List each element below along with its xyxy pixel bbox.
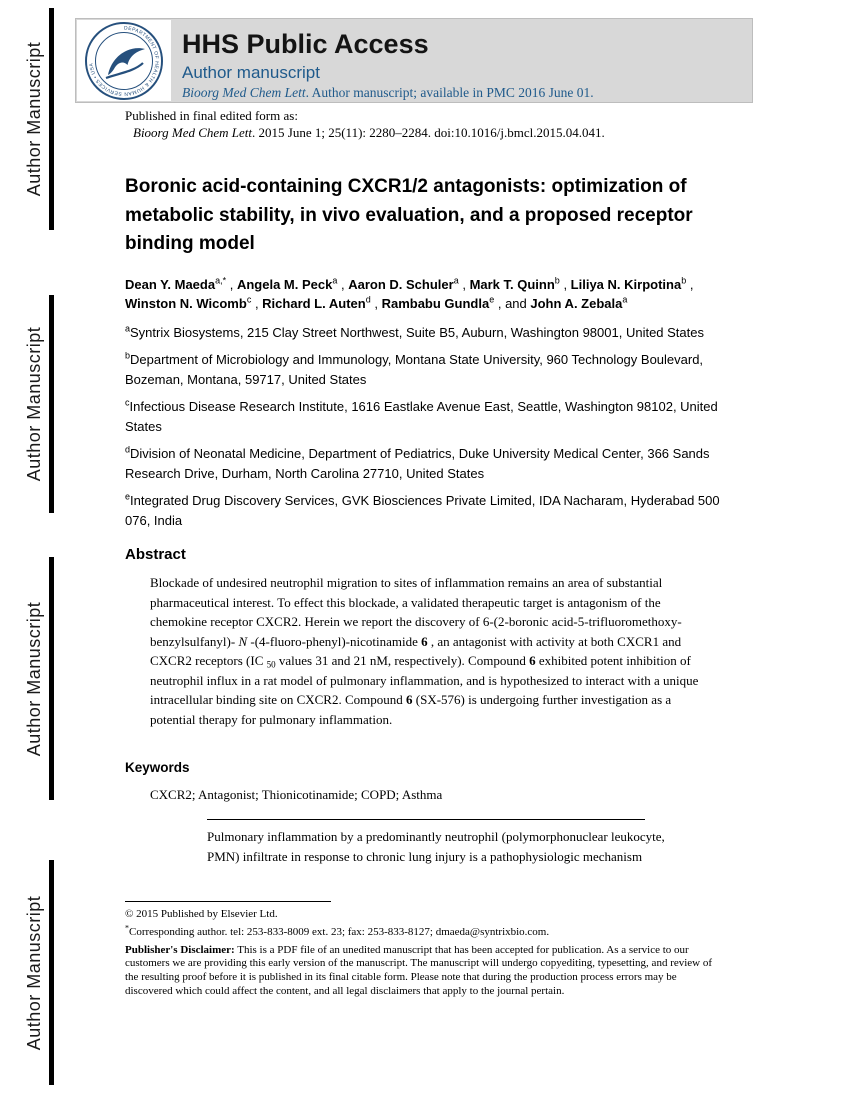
header-text: [182, 29, 594, 100]
author-name: Dean Y. Maeda: [125, 276, 216, 292]
affiliation-item: [125, 397, 729, 436]
header-subtitle: Author manuscript: [182, 63, 320, 82]
hhs-seal-icon: [82, 19, 166, 103]
author-item: [498, 296, 628, 311]
affiliation-text: Integrated Drug Discovery Services, GVK Biosciences Private Limited, IDA Nacharam, Hyderabad 500 076, India: [125, 493, 720, 528]
published-as-label: Published in final edited form as:: [125, 108, 298, 123]
author-separator: ,: [462, 276, 470, 292]
affiliation-list: [125, 323, 755, 531]
footnote-rule: [125, 901, 331, 902]
author-name: Liliya N. Kirpotina: [570, 276, 682, 292]
author-separator: ,: [229, 276, 237, 292]
author-separator: ,: [689, 276, 694, 292]
author-separator: ,: [254, 295, 263, 311]
author-separator: ,: [340, 276, 349, 292]
author-affiliation-marker: b: [681, 275, 687, 286]
author-item: [255, 296, 371, 311]
author-affiliation-marker: e: [489, 294, 495, 305]
sidebar-watermark-label: Author Manuscript: [24, 41, 44, 197]
published-as-citation: [133, 125, 755, 141]
published-as: [125, 108, 755, 141]
sidebar-bar: [49, 860, 54, 1085]
sidebar-bar: [49, 557, 54, 800]
abstract-segment: 6: [406, 692, 413, 707]
hhs-header: [75, 18, 753, 103]
body-paragraph: Pulmonary inflammation by a predominantly neutrophil (polymorphonuclear leukocyte, PMN) infiltrate in response to chronic lung injury is a pathophysiologic mechanism: [207, 829, 665, 864]
affiliation-item: [125, 491, 729, 530]
abstract-segment: (SX-576) is undergoing further investigation as a potential therapy for pulmonary inflammation.: [150, 692, 672, 727]
author-name: Aaron D. Schuler: [348, 276, 454, 292]
affiliation-text: Division of Neonatal Medicine, Department of Pediatrics, Duke University Medical Center, 366 Sands Research Drive, Durham, North Carolina 27710, United States: [125, 446, 710, 481]
svg-text:DEPARTMENT OF HEALTH & HUMAN S: DEPARTMENT OF HEALTH & HUMAN SERVICES • USA: [88, 24, 160, 97]
header-title: HHS Public Access: [182, 29, 429, 59]
author-name: Angela M. Peck: [236, 276, 333, 292]
article-title: Boronic acid-containing CXCR1/2 antagonists: optimization of metabolic stability, in vivo evaluation, and a proposed receptor binding model: [125, 176, 693, 254]
abstract-segment: 6: [529, 653, 536, 668]
abstract-text: [125, 573, 712, 729]
affiliation-marker: c: [125, 397, 130, 408]
affiliation-item: [125, 444, 729, 483]
affiliation-marker: a: [125, 323, 131, 334]
author-name: Rambabu Gundla: [381, 295, 490, 311]
abstract-segment: exhibited potent inhibition of neutrophil influx in a rat model of pulmonary inflammation, and is hypothesized to interact with a unique intracellular binding site on CXCR2. Compound: [150, 653, 699, 707]
sidebar-bar: [49, 8, 54, 230]
abstract-segment: Blockade of undesired neutrophil migration to sites of inflammation remains an area of substantial pharmaceutical interest. To effect this blockade, a validated therapeutic target is antagonism of the chemokine receptor CXCR2. Herein we report the discovery of 6-(2-boronic acid-5-trifluoromethoxy-benzylsulfanyl)-: [150, 575, 682, 649]
abstract-heading: Abstract: [125, 546, 186, 563]
abstract-segment: 50: [266, 659, 276, 670]
author-affiliation-marker: c: [246, 294, 252, 305]
author-affiliation-marker: a: [622, 294, 628, 305]
header-citation: [182, 86, 594, 100]
footnotes: [125, 901, 755, 999]
publisher-disclaimer-label: Publisher's Disclaimer:: [125, 943, 235, 956]
publisher-disclaimer-text: This is a PDF file of an unedited manuscript that has been accepted for publication. As a service to our customers we are providing this early version of the manuscript. The manuscript will undergo copyediting, typesetting, and review of the resulting proof before it is published in its final citable form. Please note that during the production process errors may be discovered which could affect the content, and all legal disclaimers that apply to the journal pertain.: [125, 943, 713, 997]
author-list: [125, 275, 741, 313]
corresponding-author-note: [125, 923, 725, 940]
header-citation-rest: . Author manuscript; available in PMC 2016 June 01.: [305, 85, 594, 100]
publisher-disclaimer: [125, 944, 725, 999]
header-citation-journal: Bioorg Med Chem Lett: [182, 85, 306, 100]
author-separator: ,: [563, 276, 571, 292]
author-name: Richard L. Auten: [262, 295, 366, 311]
published-journal: Bioorg Med Chem Lett: [133, 125, 253, 140]
author-item: [341, 277, 459, 292]
abstract-segment: N: [238, 633, 248, 649]
published-citation-rest: . 2015 June 1; 25(11): 2280–2284. doi:10.1016/j.bmcl.2015.04.041.: [252, 125, 605, 140]
sidebar-watermark-label: Author Manuscript: [24, 326, 44, 482]
corresponding-text: Corresponding author. tel: 253-833-8009 ext. 23; fax: 253-833-8127; dmaeda@syntrixbio.com.: [129, 925, 550, 938]
affiliation-text: Infectious Disease Research Institute, 1616 Eastlake Avenue East, Seattle, Washington 98102, United States: [125, 399, 718, 434]
keywords-heading: Keywords: [125, 760, 190, 775]
sidebar-watermark: [24, 8, 54, 230]
author-separator: , and: [497, 295, 531, 311]
author-affiliation-marker: a: [332, 275, 338, 286]
abstract-segment: 6: [421, 633, 428, 649]
affiliation-text: Syntrix Biosystems, 215 Clay Street Northwest, Suite B5, Auburn, Washington 98001, United States: [130, 324, 704, 340]
author-separator: ,: [374, 295, 382, 311]
abstract-segment: values 31 and 21 nM, respectively). Compound: [278, 653, 530, 668]
affiliation-item: [125, 350, 729, 389]
author-item: [374, 296, 494, 311]
hhs-logo: [77, 20, 171, 101]
author-item: [563, 277, 686, 292]
sidebar-watermark: [24, 860, 54, 1085]
corresponding-marker: *: [125, 923, 129, 933]
abstract-segment: -(4-fluoro-phenyl)-nicotinamide: [250, 633, 422, 649]
affiliation-item: [125, 323, 729, 343]
article-content: [125, 108, 755, 999]
sidebar-bar: [49, 295, 54, 513]
author-affiliation-marker: b: [554, 275, 560, 286]
sidebar-watermark: [24, 557, 54, 800]
affiliation-marker: e: [125, 491, 131, 502]
author-affiliation-marker: d: [365, 294, 371, 305]
author-affiliation-marker: a,*: [215, 275, 227, 286]
keywords-text: CXCR2; Antagonist; Thionicotinamide; COPD; Asthma: [150, 787, 443, 802]
abstract-segment: , an antagonist with activity at both CXCR1 and CXCR2 receptors (IC: [150, 633, 682, 668]
sidebar-watermark-label: Author Manuscript: [24, 895, 44, 1050]
section-divider: [207, 819, 645, 820]
author-name: Winston N. Wicomb: [125, 295, 247, 311]
author-item: [230, 277, 338, 292]
affiliation-marker: d: [125, 444, 131, 455]
copyright-note: © 2015 Published by Elsevier Ltd.: [125, 908, 278, 920]
sidebar-watermark-label: Author Manuscript: [24, 601, 44, 756]
sidebar-watermark: [24, 295, 54, 513]
author-name: John A. Zebala: [530, 295, 623, 311]
author-item: [125, 277, 226, 292]
author-name: Mark T. Quinn: [469, 276, 555, 292]
affiliation-marker: b: [125, 350, 131, 361]
author-affiliation-marker: a: [453, 275, 459, 286]
author-item: [462, 277, 559, 292]
affiliation-text: Department of Microbiology and Immunology, Montana State University, 960 Technology Boulevard, Bozeman, Montana, 59717, United States: [125, 352, 704, 387]
